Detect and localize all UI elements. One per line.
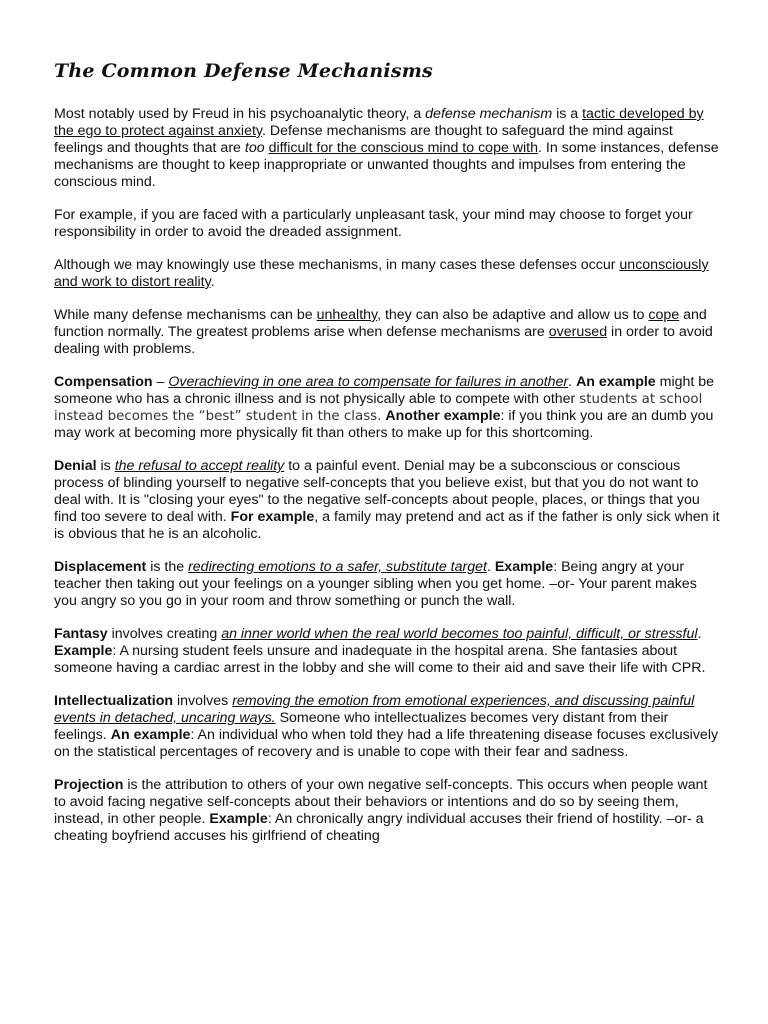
- mechanism-denial: [54, 458, 722, 543]
- underlined-phrase: unconsciously and work to distort reality: [54, 257, 709, 290]
- example-label: Example: [494, 559, 554, 575]
- text-run: While many defense mechanisms can be: [54, 307, 317, 323]
- mechanism-term: Fantasy: [54, 626, 108, 642]
- text-run: to a painful event. Denial may be a subconscious or conscious process of blinding yourself to negative self-concepts that you believe exist, but that you do not want to deal with. It is "closing your eyes" to the negative self-concepts about people, places, or things that you find too severe to deal with.: [54, 458, 700, 525]
- text-run: .: [697, 626, 702, 642]
- text-run: students at school instead becomes the “best” student in the class.: [54, 392, 703, 424]
- intro-paragraph-2: For example, if you are faced with a particularly unpleasant task, your mind may choose to forget your responsibility in order to avoid the dreaded assignment.: [54, 207, 693, 240]
- mechanism-compensation: [54, 374, 722, 442]
- text-run: , a family may pretend and act as if the father is only sick when it is obvious that he is an alcoholic.: [54, 509, 720, 542]
- underlined-phrase: tactic developed by the ego to protect against anxiety: [54, 106, 704, 139]
- text-run: and function normally. The greatest problems arise when defense mechanisms are: [54, 307, 707, 340]
- underlined-word: cope: [648, 307, 680, 323]
- mechanism-term: Displacement: [54, 559, 147, 575]
- example-label: An example: [110, 727, 191, 743]
- mechanism-term: Compensation: [54, 374, 153, 390]
- text-run: –: [152, 374, 169, 390]
- text-run: .: [486, 559, 495, 575]
- text-run: .: [568, 374, 577, 390]
- text-run: is the: [146, 559, 189, 575]
- mechanism-projection: [54, 777, 722, 845]
- underlined-word: unhealthy: [316, 307, 378, 323]
- mechanism-fantasy: [54, 626, 722, 677]
- text-run: : A nursing student feels unsure and inadequate in the hospital arena. She fantasies about someone having a cardiac arrest in the lobby and she will come to their aid and save their life with CPR.: [54, 643, 706, 676]
- text-run: . In some instances, defense mechanisms are thought to keep inappropriate or unwanted thoughts and impulses from entering the conscious mind.: [54, 140, 719, 190]
- text-run: .: [210, 274, 215, 290]
- text-run: might be someone who has a chronic illness and is not physically able to compete with other: [54, 374, 715, 407]
- text-run: Someone who intellectualizes becomes very distant from their feelings.: [54, 710, 669, 743]
- text-run: involves creating: [107, 626, 222, 642]
- text-run: in order to avoid dealing with problems.: [54, 324, 713, 357]
- intro-paragraph-4: [54, 307, 722, 358]
- text-run: involves: [173, 693, 233, 709]
- text-run: : An chronically angry individual accuses their friend of hostility. –or- a cheating boyfriend accuses his girlfriend of cheating: [54, 811, 704, 844]
- text-run: , they can also be adaptive and allow us to: [377, 307, 649, 323]
- example-label: Example: [209, 811, 268, 827]
- mechanism-term: Intellectualization: [54, 693, 174, 709]
- example-label: An example: [576, 374, 656, 390]
- emphasis-too: too: [244, 140, 265, 156]
- mechanism-intellectualization: [54, 693, 722, 761]
- mechanism-term: Denial: [54, 458, 97, 474]
- term-defense-mechanism: defense mechanism: [425, 106, 553, 122]
- underlined-word: overused: [548, 324, 608, 340]
- text-run: : An individual who when told they had a life threatening disease focuses exclusively on the statistical percentages of recovery and is unable to cope with their fear and sadness.: [54, 727, 719, 760]
- text-run: is a: [552, 106, 583, 122]
- example-label: Example: [54, 643, 113, 659]
- text-run: Most notably used by Freud in his psychoanalytic theory, a: [54, 106, 426, 122]
- example-label: Another example: [385, 408, 501, 424]
- text-run: Although we may knowingly use these mechanisms, in many cases these defenses occur: [54, 257, 620, 273]
- intro-paragraph-1: [54, 106, 722, 191]
- text-run: is the attribution to others of your own negative self-concepts. This occurs when people want to avoid facing negative self-concepts about their behaviors or intentions and do so by seeing them, instead, in other people.: [54, 777, 708, 827]
- mechanism-definition: redirecting emotions to a safer, substitute target: [188, 559, 487, 575]
- text-run: : if you think you are an dumb you may work at becoming more physically fit than others to make up for this shortcoming.: [54, 408, 714, 441]
- mechanism-definition: removing the emotion from emotional experiences, and discussing painful events in detached, uncaring ways.: [54, 693, 695, 726]
- mechanism-definition: the refusal to accept reality: [114, 458, 285, 474]
- text-run: . Defense mechanisms are thought to safeguard the mind against feelings and thoughts that are: [54, 123, 673, 156]
- intro-paragraph-3: [54, 257, 722, 291]
- mechanism-term: Projection: [54, 777, 124, 793]
- text-run: is: [96, 458, 115, 474]
- mechanism-definition: Overachieving in one area to compensate for failures in another: [168, 374, 569, 390]
- text-run: : Being angry at your teacher then taking out your feelings on a younger sibling when you get home. –or- Your parent makes you angry so you go in your room and throw something or punch the wall.: [54, 559, 697, 609]
- mechanism-displacement: [54, 559, 722, 610]
- page-title: The Common Defense Mechanisms: [54, 60, 433, 82]
- mechanism-definition: an inner world when the real world becomes too painful, difficult, or stressful: [221, 626, 698, 642]
- underlined-phrase: difficult for the conscious mind to cope with: [268, 140, 539, 156]
- example-label: For example: [230, 509, 315, 525]
- document-body: [54, 106, 722, 861]
